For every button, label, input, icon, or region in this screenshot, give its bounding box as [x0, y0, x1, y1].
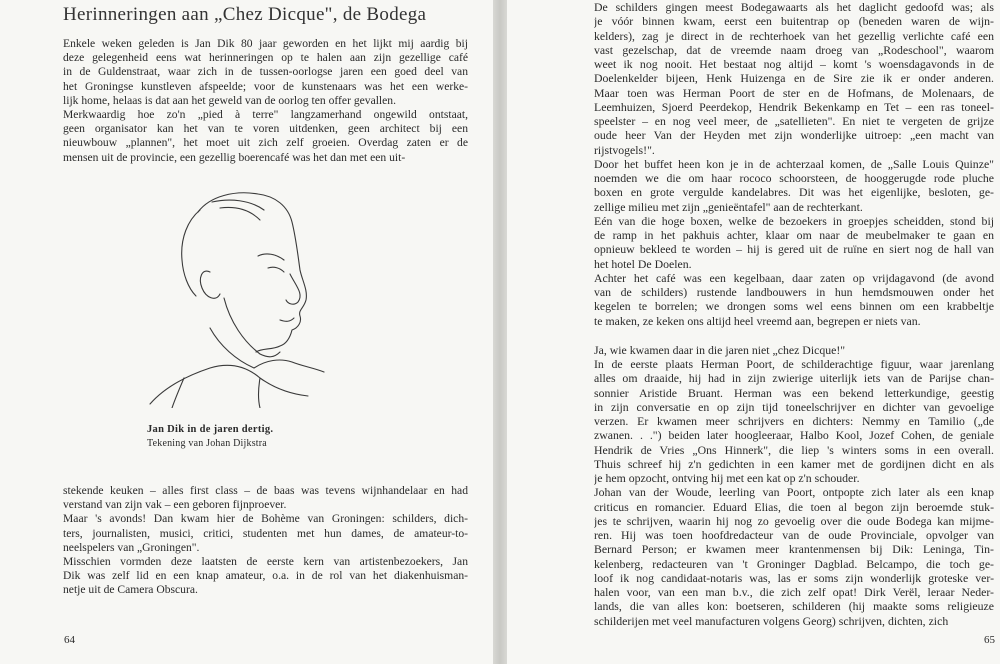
text-line: te maken, ze keken ons altijd heel vreemd aan, begrepen er niets van.	[594, 313, 921, 328]
text-line: boxen en grote vergulde kandelabres. Dit was het eigenlijke, besloten, ge-	[594, 185, 994, 200]
left-page	[0, 0, 493, 664]
text-line: weet ik nog nooit. Het bestaat nog altijd – komt 's woensdagavonds in de	[594, 57, 994, 71]
text-line: schilderijen met veel manufacturen volgens Georg) schrijven, dichten, zich	[594, 613, 949, 628]
text-line: Eén van die hoge boxen, welke de bezoekers in groepjes scheidden, stond bij	[594, 213, 994, 228]
text-line: Thuis schreef hij z'n gedichten in een kamer met de gordijnen dicht en als	[594, 456, 994, 471]
text-line: de ramp in het pakhuis achter, klaar om naar de meubelmaker te gaan en	[594, 228, 994, 242]
sketch-mouth	[280, 318, 294, 321]
text-line: kegelen te borrelen; we drongen soms wel eens binnen om een krabbeltje	[594, 299, 994, 314]
text-line: noemden we die om haar rococo schoorsteen, de hooggerugde rode pluche	[594, 171, 994, 185]
text-line: jes te schrijven, waarin hij nog zo gevoelig over die oude Bodega kan mijme-	[594, 513, 994, 528]
text-line: geen organisator kan het van te voren uitdenken, geen architect bij een	[63, 122, 468, 136]
continued-paragraph	[63, 484, 468, 598]
text-line: opnieuw bekleed te worden – hij is gered uit de ruïne en siert nog de hall van	[594, 242, 994, 257]
sketch-head-outline	[198, 193, 306, 352]
text-line	[594, 328, 994, 343]
sketch-ear	[200, 271, 220, 298]
text-line: verzen. Er kwamen meer schrijvers en dichters: Nemmy en Tamilio („de	[594, 414, 994, 428]
book-gutter	[493, 0, 507, 664]
text-line: verstand van zijn vak – een geboren fijnproever.	[63, 498, 287, 512]
text-line: Leemhuizen, Sjoerd Peerdekop, Hendrik Bekenkamp en Tet – een ras toneel-	[594, 99, 994, 114]
text-line: lands, die van alles kon: boetseren, schilderen (hij maakte soms religieuze	[594, 599, 994, 614]
text-line: Johan van der Woude, leerling van Poort, ontpopte zich later als een knap	[594, 485, 994, 500]
text-line: van de schilders) rustende landbouwers in hun hemdsmouwen onder het	[594, 285, 994, 299]
text-line: alles om draaide, hij had in zijn zwierige uiterlijk iets van de Parijse chan-	[594, 371, 994, 386]
text-line: het hotel De Doelen.	[594, 256, 692, 271]
intro-paragraph	[63, 37, 468, 165]
text-line: Hendrik de Vries „Ons Hinnerk", die liep 's winters soms in een overall.	[594, 442, 994, 457]
text-line: lijk home, helaas is dat aan het geweld van de oorlog ten offer gevallen.	[63, 93, 396, 107]
text-line: vast gezelschap, dat de vreemde naam droeg van „Rodeschool", waarom	[594, 42, 994, 57]
sketch-coat	[172, 378, 260, 408]
sketch-brow	[258, 254, 284, 272]
text-line: in zijn conversatie en op zijn tijd toneelschrijver en dichter van gevoelige	[594, 399, 994, 414]
text-line: halen voor, van een man b.v., die zich zelf opat! Dirk Verël, leraar Neder-	[594, 585, 994, 599]
text-line: Misschien vormden deze laatsten de eerste kern van artistenbezoekers, Jan	[63, 554, 468, 568]
text-line: sonnier Aristide Bruant. Herman was een bekend letterkundige, geestig	[594, 385, 994, 400]
text-line: je vóór binnen kwam, eerst een buitentrap op (beneden waren de wijn-	[594, 14, 994, 29]
figure-caption-credit: Tekening van Johan Dijkstra	[147, 438, 267, 449]
text-line: zellige milieu met zijn „genieëntafel" aan de rechterkant.	[594, 199, 863, 214]
sketch-hair	[182, 200, 264, 296]
sketch-nose	[286, 274, 300, 304]
text-line: Bernard Person; er kwamen meer krantenmensen bij Dik: Leninga, Tin-	[594, 542, 994, 557]
text-line: kelders), zag je direct in de rechterhoek van het gezellig verlichte café een	[594, 28, 994, 43]
text-line: Ja, wie kwamen daar in die jaren niet „chez Dicque!"	[594, 342, 846, 357]
text-line: Door het buffet heen kon je in de achterzaal komen, de „Salle Louis Quinze"	[594, 156, 994, 171]
text-line: netje uit de Camera Obscura.	[63, 583, 198, 597]
text-line: nieuwbouw „plannen", het moet uit zich zelf groeien. Overdag zaten er de	[63, 136, 468, 150]
text-line: mensen uit de provincie, een gezellig boerencafé was het dan met een uit-	[63, 150, 406, 164]
text-line: Doelenkelder bijeen, Henk Huizenga en de Sire zie ik er onder anderen.	[594, 71, 994, 86]
text-line: zwanen. . .") beiden later hoogleeraar, Halbo Kool, Jozef Cohen, de geniale	[594, 428, 994, 443]
text-line: neelspelers van „Groningen".	[63, 540, 200, 554]
text-line: rijstvogels!".	[594, 142, 655, 157]
text-line: criticus en romancier. Eduard Elias, die toen al begon zijn beroemde stuk-	[594, 499, 994, 514]
text-line: het Groningse kunstleven afspeelde; voor de kunstenaars was het een werke-	[63, 79, 468, 93]
text-line: ren. Hij was toen hoofdredacteur van de oude Provinciale, opvolger van	[594, 528, 994, 542]
sketch-shoulder	[150, 365, 308, 404]
text-line: kelenberg, redacteuren van 't Groninger Dagblad. Belcampo, die toch ge-	[594, 556, 994, 571]
text-line: ters, journalisten, musici, critici, studenten met hun dames, de amateur-to-	[63, 526, 468, 540]
text-line: Dik was zelf lid en een knap amateur, o.a. in de rol van het diakenhuisman-	[63, 569, 468, 583]
text-line: De schilders gingen meest Bodegawaarts als het daglicht gedoofd was; als	[594, 0, 994, 14]
text-line: Maar toen was Herman Poort de ster en de Hofmans, de Molenaars, de	[594, 85, 994, 100]
page-number-right: 65	[984, 634, 995, 646]
page-number-left: 64	[64, 634, 75, 646]
text-line: Enkele weken geleden is Jan Dik 80 jaar geworden en het lijkt mij aardig bij	[63, 37, 468, 50]
text-line: Maar 's avonds! Dan kwam hier de Bohème van Groningen: schilders, dich-	[63, 512, 468, 526]
text-line: Achter het café was een kegelbaan, daar zaten op vrijdagavond (de avond	[594, 270, 994, 285]
text-line: loof ik nog candidaat-notaris was, las er soms zijn wonderlijk groteske ver-	[594, 570, 994, 585]
text-line: deze gelegenheid eens wat herinneringen op te halen aan zijn gezellige café	[63, 51, 468, 65]
text-line: In de eerste plaats Herman Poort, de schilderachtige figuur, waar jarenlang	[594, 357, 994, 371]
text-line: in de Guldenstraat, waar zich in de tussen-oorlogse jaren een goed deel van	[63, 65, 468, 79]
article-title: Herinneringen aan „Chez Dicque", de Bodega	[63, 4, 427, 25]
portrait-sketch	[140, 182, 370, 408]
text-line: je hem opzocht, ontving hij met een kat op z'n schouder.	[594, 471, 860, 485]
text-line: stekende keuken – alles first class – de baas was tevens wijnhandelaar en had	[63, 484, 468, 497]
figure-caption-title: Jan Dik in de jaren dertig.	[147, 424, 274, 435]
right-page-text	[594, 0, 994, 628]
text-line: oude heer Van der Heyden met zijn wonderlijke uitroep: „een macht van	[594, 128, 994, 143]
text-line: speelster – en nog veel meer, de „satellieten". En niet te vergeten de grijze	[594, 114, 994, 128]
text-line: Merkwaardig hoe zo'n „pied à terre" langzamerhand ongewild ontstaat,	[63, 107, 468, 121]
